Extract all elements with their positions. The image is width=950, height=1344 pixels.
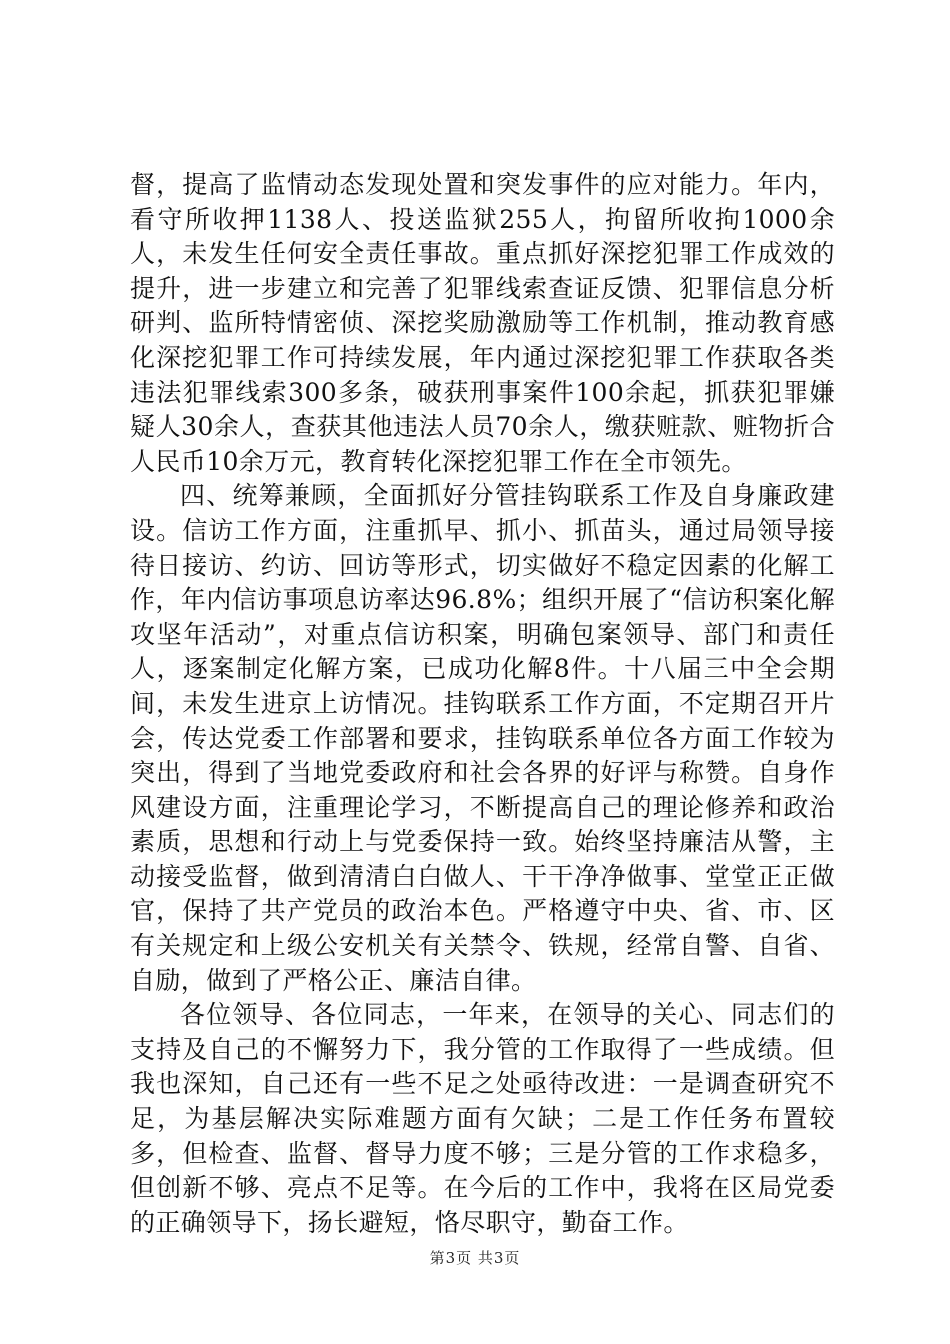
page-footer: 第3页 共3页 (429, 1249, 521, 1267)
paragraph-1: 督，提高了监情动态发现处置和突发事件的应对能力。年内，看守所收押1138人、投送监狱255人，拘留所收拘1000余人，未发生任何安全责任事故。重点抓好深挖犯罪工作成效的提升，进一步建立和完善了犯罪线索查证反馈、犯罪信息分析研判、监所特情密侦、深挖奖励激励等工作机制，推动教育感化深挖犯罪工作可持续发展，年内通过深挖犯罪工作获取各类违法犯罪线索300多条，破获刑事案件100余起，抓获犯罪嫌疑人30余人，查获其他违法人员70余人，缴获赃款、赃物折合人民币10余万元，教育转化深挖犯罪工作在全市领先。 (130, 170, 835, 476)
paragraph-3: 各位领导、各位同志，一年来，在领导的关心、同志们的支持及自己的不懈努力下，我分管的工作取得了一些成绩。但我也深知，自己还有一些不足之处亟待改进：一是调查研究不足，为基层解决实际难题方面有欠缺；二是工作任务布置较多，但检查、监督、督导力度不够；三是分管的工作求稳多，但创新不够、亮点不足等。在今后的工作中，我将在区局党委的正确领导下，扬长避短，恪尽职守，勤奋工作。 (130, 1000, 835, 1237)
document-body (130, 168, 835, 1240)
paragraph-2: 四、统筹兼顾，全面抓好分管挂钩联系工作及自身廉政建设。信访工作方面，注重抓早、抓小、抓苗头，通过局领导接待日接访、约访、回访等形式，切实做好不稳定因素的化解工作，年内信访事项息访率达96.8%；组织开展了“信访积案化解攻坚年活动”，对重点信访积案，明确包案领导、部门和责任人，逐案制定化解方案，已成功化解8件。十八届三中全会期间，未发生进京上访情况。挂钩联系工作方面，不定期召开片会，传达党委工作部署和要求，挂钩联系单位各方面工作较为突出，得到了当地党委政府和社会各界的好评与称赞。自身作风建设方面，注重理论学习，不断提高自己的理论修养和政治素质，思想和行动上与党委保持一致。始终坚持廉洁从警，主动接受监督，做到清清白白做人、干干净净做事、堂堂正正做官，保持了共产党员的政治本色。严格遵守中央、省、市、区有关规定和上级公安机关有关禁令、铁规，经常自警、自省、自励，做到了严格公正、廉洁自律。 (130, 481, 835, 995)
